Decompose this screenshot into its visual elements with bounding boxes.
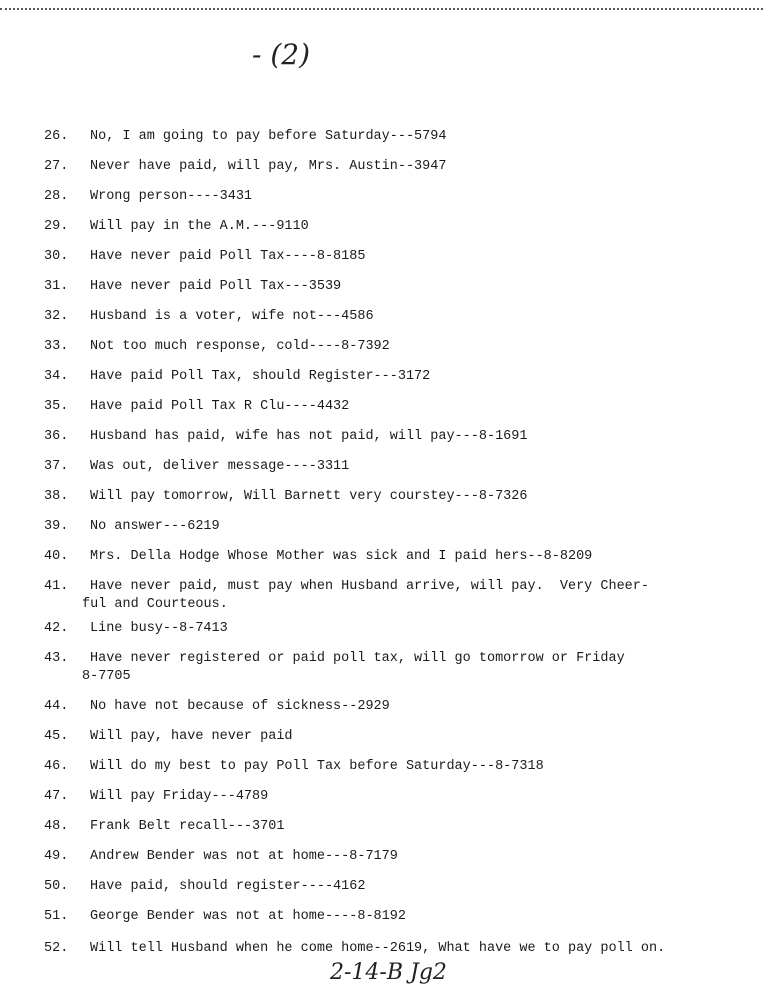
entry-text: No, I am going to pay before Saturday---5794 [90, 129, 447, 144]
entry-row [44, 728, 734, 746]
entry-number: 44. [44, 699, 69, 714]
entry-text: Never have paid, will pay, Mrs. Austin--3947 [90, 159, 447, 174]
entry-row [44, 488, 734, 506]
entry-number: 29. [44, 219, 69, 234]
entry-row [44, 848, 734, 866]
entry-number: 36. [44, 429, 69, 444]
entry-row [44, 188, 734, 206]
entry-row [44, 908, 734, 926]
entry-number: 40. [44, 549, 69, 564]
entry-number: 41. [44, 579, 69, 594]
entry-text: Will tell Husband when he come home--2619, What have we to pay poll on. [90, 941, 666, 956]
entry-text: Have paid Poll Tax, should Register---3172 [90, 369, 431, 384]
entry-number: 42. [44, 621, 69, 636]
entry-row [44, 698, 734, 716]
entry-row [44, 788, 734, 806]
entry-text: Will pay, have never paid [90, 729, 293, 744]
entry-text: Will do my best to pay Poll Tax before Saturday---8-7318 [90, 759, 544, 774]
entry-row [44, 218, 734, 236]
entry-number: 45. [44, 729, 69, 744]
entry-row [44, 818, 734, 836]
entry-row [44, 128, 734, 146]
entry-text: Was out, deliver message----3311 [90, 459, 350, 474]
entry-row [44, 548, 734, 566]
entry-continuation: ful and Courteous. [82, 597, 228, 612]
entry-number: 28. [44, 189, 69, 204]
top-rule [0, 0, 763, 10]
page-number: - (2) [252, 38, 311, 71]
entry-text: Have never paid Poll Tax---3539 [90, 279, 342, 294]
entry-number: 49. [44, 849, 69, 864]
entry-text: Will pay in the A.M.---9110 [90, 219, 309, 234]
entry-number: 38. [44, 489, 69, 504]
entry-continuation: 8-7705 [82, 669, 131, 684]
entry-number: 26. [44, 129, 69, 144]
entry-number: 35. [44, 399, 69, 414]
entry-row [44, 428, 734, 446]
entry-number: 46. [44, 759, 69, 774]
entry-text: Frank Belt recall---3701 [90, 819, 285, 834]
entry-text: Mrs. Della Hodge Whose Mother was sick and I paid hers--8-8209 [90, 549, 593, 564]
entry-text: George Bender was not at home----8-8192 [90, 909, 406, 924]
entry-text: Husband is a voter, wife not---4586 [90, 309, 374, 324]
entry-text: Andrew Bender was not at home---8-7179 [90, 849, 398, 864]
entry-row [44, 940, 734, 958]
entry-row [44, 878, 734, 896]
handwritten-signature: 2-14-B Jg2 [330, 960, 447, 985]
entry-number: 31. [44, 279, 69, 294]
entry-text: Have paid Poll Tax R Clu----4432 [90, 399, 350, 414]
entry-number: 37. [44, 459, 69, 474]
entry-number: 33. [44, 339, 69, 354]
entry-text: No answer---6219 [90, 519, 220, 534]
entry-row [44, 458, 734, 476]
entry-text: Not too much response, cold----8-7392 [90, 339, 390, 354]
entry-row [44, 518, 734, 536]
entry-row [44, 578, 734, 614]
entry-number: 52. [44, 941, 69, 956]
entry-number: 39. [44, 519, 69, 534]
entry-number: 27. [44, 159, 69, 174]
entry-row [44, 398, 734, 416]
entry-text: Wrong person----3431 [90, 189, 253, 204]
entry-row [44, 758, 734, 776]
entry-number: 48. [44, 819, 69, 834]
entry-row [44, 158, 734, 176]
entry-text: Will pay Friday---4789 [90, 789, 269, 804]
entry-row [44, 368, 734, 386]
entry-number: 34. [44, 369, 69, 384]
entry-number: 30. [44, 249, 69, 264]
entry-text: Husband has paid, wife has not paid, will pay---8-1691 [90, 429, 528, 444]
entry-row [44, 248, 734, 266]
entry-text: Line busy--8-7413 [90, 621, 228, 636]
entry-row [44, 650, 734, 686]
entry-text: Have never paid, must pay when Husband arrive, will pay. Very Cheer- [90, 579, 649, 594]
entry-text: Have never registered or paid poll tax, will go tomorrow or Friday [90, 651, 625, 666]
entry-text: Have paid, should register----4162 [90, 879, 366, 894]
entry-number: 32. [44, 309, 69, 324]
entry-number: 47. [44, 789, 69, 804]
entry-row [44, 278, 734, 296]
entry-text: Have never paid Poll Tax----8-8185 [90, 249, 366, 264]
entry-number: 51. [44, 909, 69, 924]
entry-number: 43. [44, 651, 69, 666]
entry-text: No have not because of sickness--2929 [90, 699, 390, 714]
entry-row [44, 338, 734, 356]
entry-text: Will pay tomorrow, Will Barnett very courstey---8-7326 [90, 489, 528, 504]
entry-row [44, 620, 734, 638]
entry-number: 50. [44, 879, 69, 894]
entry-row [44, 308, 734, 326]
